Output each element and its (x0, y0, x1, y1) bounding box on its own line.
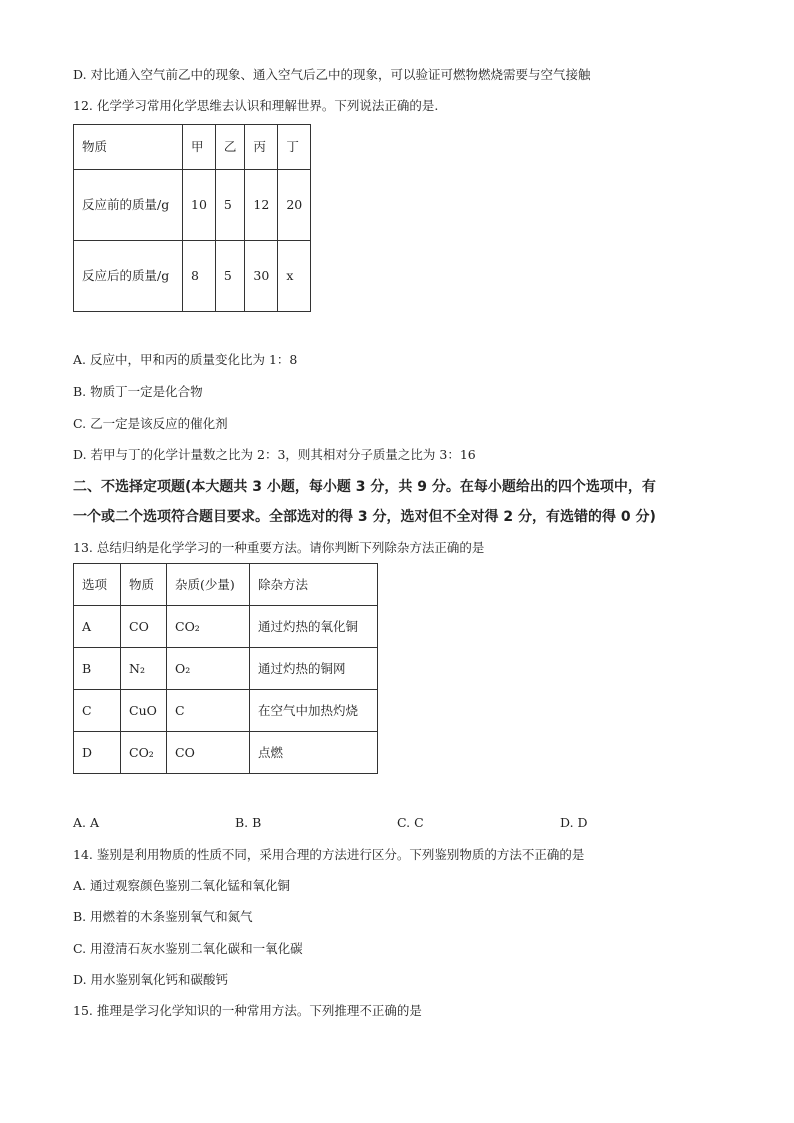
q11-option-d: D. 对比通入空气前乙中的现象、通入空气后乙中的现象，可以验证可燃物燃烧需要与空气接触 (73, 67, 591, 82)
section-2-heading: 二、不选择定项题(本大题共 3 小题，每小题 3 分，共 9 分。在每小题给出的四个选项中，有 (73, 479, 656, 495)
table-cell: CO₂ (167, 606, 250, 648)
table-cell: C (74, 690, 121, 732)
table-row (74, 648, 378, 690)
q13-option-c: C. C (397, 815, 424, 830)
q13-option-a: A. A (73, 815, 100, 830)
table-header-cell: 杂质(少量) (167, 564, 250, 606)
table-cell: 点燃 (250, 732, 378, 774)
q12-option-b: B. 物质丁一定是化合物 (73, 384, 203, 399)
row-label: 反应前的质量/g (82, 197, 170, 212)
table-cell: x (278, 241, 311, 312)
table-cell: 在空气中加热灼烧 (250, 690, 378, 732)
q13-option-d: D. D (560, 815, 588, 830)
table-cell: 10 (183, 170, 216, 241)
table-cell (74, 241, 183, 312)
table-cell: CO₂ (121, 732, 167, 774)
table-cell: O₂ (167, 648, 250, 690)
table-cell: A (74, 606, 121, 648)
q14-option-d: D. 用水鉴别氧化钙和碳酸钙 (73, 972, 229, 987)
table-cell: D (74, 732, 121, 774)
q14-option-a: A. 通过观察颜色鉴别二氧化锰和氧化铜 (73, 878, 290, 893)
table-row (74, 241, 311, 312)
table-cell: 20 (278, 170, 311, 241)
table-row (74, 125, 311, 170)
table-header-cell: 乙 (215, 125, 245, 170)
question-12: 12. 化学学习常用化学思维去认识和理解世界。下列说法正确的是. (73, 98, 439, 113)
question-14: 14. 鉴别是利用物质的性质不同，采用合理的方法进行区分。下列鉴别物质的方法不正确的是 (73, 847, 585, 862)
q14-option-c: C. 用澄清石灰水鉴别二氧化碳和一氧化碳 (73, 941, 303, 956)
table-header-cell: 物质 (121, 564, 167, 606)
mass-table (73, 124, 311, 312)
table-cell: 5 (215, 170, 245, 241)
table-header-cell: 物质 (74, 125, 183, 170)
table-header-cell: 甲 (183, 125, 216, 170)
table-cell: CO (167, 732, 250, 774)
table-cell: 12 (245, 170, 278, 241)
table-header-cell: 选项 (74, 564, 121, 606)
q12-option-d: D. 若甲与丁的化学计量数之比为 2：3，则其相对分子质量之比为 3：16 (73, 447, 476, 462)
table-cell: C (167, 690, 250, 732)
table-cell: CO (121, 606, 167, 648)
table-cell: 30 (245, 241, 278, 312)
table-cell: B (74, 648, 121, 690)
row-label: 反应后的质量/g (82, 268, 170, 283)
q13-option-b: B. B (235, 815, 262, 830)
table-cell: N₂ (121, 648, 167, 690)
q12-option-a: A. 反应中，甲和丙的质量变化比为 1：8 (73, 352, 298, 367)
table-row (74, 690, 378, 732)
table-header-cell: 除杂方法 (250, 564, 378, 606)
table-cell: 通过灼热的氧化铜 (250, 606, 378, 648)
table-row (74, 170, 311, 241)
question-15: 15. 推理是学习化学知识的一种常用方法。下列推理不正确的是 (73, 1003, 422, 1018)
section-2-heading-cont: 一个或二个选项符合题目要求。全部选对的得 3 分，选对但不全对得 2 分，有选错的得 0 分) (73, 509, 656, 525)
table-cell: 通过灼热的铜网 (250, 648, 378, 690)
question-13: 13. 总结归纳是化学学习的一种重要方法。请你判断下列除杂方法正确的是 (73, 540, 485, 555)
table-row (74, 606, 378, 648)
table-row (74, 564, 378, 606)
q14-option-b: B. 用燃着的木条鉴别氧气和氮气 (73, 909, 253, 924)
table-row (74, 732, 378, 774)
table-header-cell: 丙 (245, 125, 278, 170)
table-cell: 5 (215, 241, 245, 312)
table-header-cell: 丁 (278, 125, 311, 170)
q12-option-c: C. 乙一定是该反应的催化剂 (73, 416, 228, 431)
purification-table (73, 563, 378, 774)
table-cell (74, 170, 183, 241)
table-cell: 8 (183, 241, 216, 312)
table-cell: CuO (121, 690, 167, 732)
